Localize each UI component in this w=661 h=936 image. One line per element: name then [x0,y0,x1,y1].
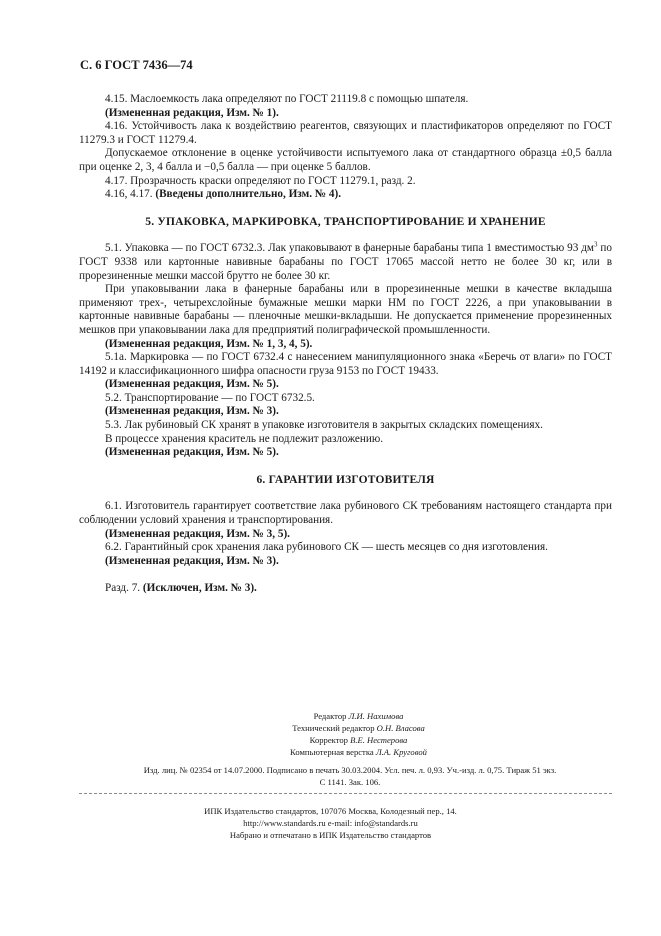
section-5-title: 5. УПАКОВКА, МАРКИРОВКА, ТРАНСПОРТИРОВАНИЕ И ХРАНЕНИЕ [145,215,546,228]
superscript-3: 3 [594,240,598,249]
credit-proofreader [0,734,661,746]
page-header: С. 6 ГОСТ 7436—74 [80,58,193,72]
edit-note-4-16-17: (Введены дополнительно, Изм. № 4). [155,188,342,201]
credit-proofreader-name: В.Е. Нестерова [350,735,408,745]
publication-line-2: С 1141. Зак. 106. [319,777,381,787]
para-4-15: 4.15. Маслоемкость лака определяют по ГОСТ 21119.8 с помощью шпателя. [105,93,469,105]
para-5-2: 5.2. Транспортирование — по ГОСТ 6732.5. [105,391,315,404]
para-4-16-17-prefix: 4.16, 4.17. [105,188,153,201]
edit-note-5-1: (Измененная редакция, Изм. № 1, 3, 4, 5). [105,337,313,350]
edit-note-6-1: (Измененная редакция, Изм. № 3, 5). [105,527,290,540]
edit-note-5-2: (Измененная редакция, Изм. № 3). [105,405,279,418]
para-5-1-packaging: При упаковывании лака в фанерные барабаны или в прорезиненные мешки в качестве вкладыша применяют трех-, четырехслойные бумажные мешки марки НМ по ГОСТ 2226, а при упаковывании в картонные навивные барабаны — пленочные мешки-вкладыши. Не допускается применение прорезиненных мешков при упаковывании лака для предприятий полиграфической промышленности. [79,283,612,336]
credits-block [0,710,661,758]
footer-printed: Набрано и отпечатано в ИПК Издательство стандартов [229,830,432,840]
para-4-16: 4.16. Устойчивость лака к воздействию реагентов, связующих и пластификаторов определяют по ГОСТ 11279.3 и ГОСТ 11279.4. [79,120,612,146]
para-6-1: 6.1. Изготовитель гарантирует соответствие лака рубинового СК требованиям настоящего стандарта при соблюдении условий хранения и транспортирования. [79,500,612,527]
edit-note-5-1a: (Измененная редакция, Изм. № 5). [105,378,279,391]
footer-web: http://www.standards.ru e-mail: info@standards.ru [243,818,418,828]
para-5-1-text-a: 5.1. Упаковка — по ГОСТ 6732.3. Лак упаковывают в фанерные барабаны типа 1 вместимостью 93 дм [105,242,595,255]
edit-note-5-3: (Измененная редакция, Изм. № 5). [105,446,279,459]
para-6-2: 6.2. Гарантийный срок хранения лака рубинового СК — шесть месяцев со дня изготовления. [105,541,548,554]
credit-layout-label: Компьютерная верстка [290,747,374,757]
credit-tech-editor-name: О.Н. Власова [376,723,425,733]
credit-tech-editor [0,722,661,734]
credit-proofreader-label: Корректор [309,735,348,745]
document-body [79,93,612,596]
section-7-prefix: Разд. 7. [105,582,141,595]
para-5-3: 5.3. Лак рубиновый СК хранят в упаковке изготовителя в закрытых складских помещениях. [105,419,543,432]
credit-layout-name: Л.А. Круговой [375,747,427,757]
section-6-title: 6. ГАРАНТИИ ИЗГОТОВИТЕЛЯ [256,473,435,486]
para-4-16-deviation: Допускаемое отклонение в оценке устойчивости испытуемого лака от стандартного образца ±0,5 балла при оценке 2, 3, 4 балла и −0,5 балла — при оценке 5 баллов. [79,147,612,173]
para-4-17: 4.17. Прозрачность краски определяют по ГОСТ 11279.1, разд. 2. [105,174,416,187]
credit-editor [0,710,661,722]
credit-layout [0,746,661,758]
publisher-footer [0,805,661,841]
edit-note-6-2: (Измененная редакция, Изм. № 3). [105,554,279,567]
para-4-16-17-note [79,188,612,202]
divider [79,793,612,794]
para-5-1-text-b: по ГОСТ 9338 или картонные навивные барабаны по ГОСТ 17065 массой нетто не более 30 кг, или в прорезиненные мешки массой брутто не более 30 кг. [79,242,612,282]
para-5-3-storage: В процессе хранения краситель не подлежит разложению. [105,432,384,445]
credit-editor-label: Редактор [313,711,347,721]
footer-address: ИПК Издательство стандартов, 107076 Москва, Колодезный пер., 14. [204,806,457,816]
para-5-1a: 5.1а. Маркировка — по ГОСТ 6732.4 с нанесением манипуляционного знака «Беречь от влаги» по ГОСТ 14192 и классификационного шифра опасности груза 9153 по ГОСТ 19433. [79,351,612,377]
para-5-1 [79,242,612,283]
credit-tech-editor-label: Технический редактор [292,723,375,733]
credit-editor-name: Л.И. Нахимова [348,711,404,721]
section-7-excluded: (Исключен, Изм. № 3). [142,582,257,595]
publication-line-1: Изд. лиц. № 02354 от 14.07.2000. Подписано в печать 30.03.2004. Усл. печ. л. 0,93. Уч.-изд. л. 0,75. Тираж 51 экз. [143,765,557,775]
edit-note-4-15: (Измененная редакция, Изм. № 1). [105,106,279,119]
section-7-note [79,582,612,596]
publication-info [90,764,610,788]
